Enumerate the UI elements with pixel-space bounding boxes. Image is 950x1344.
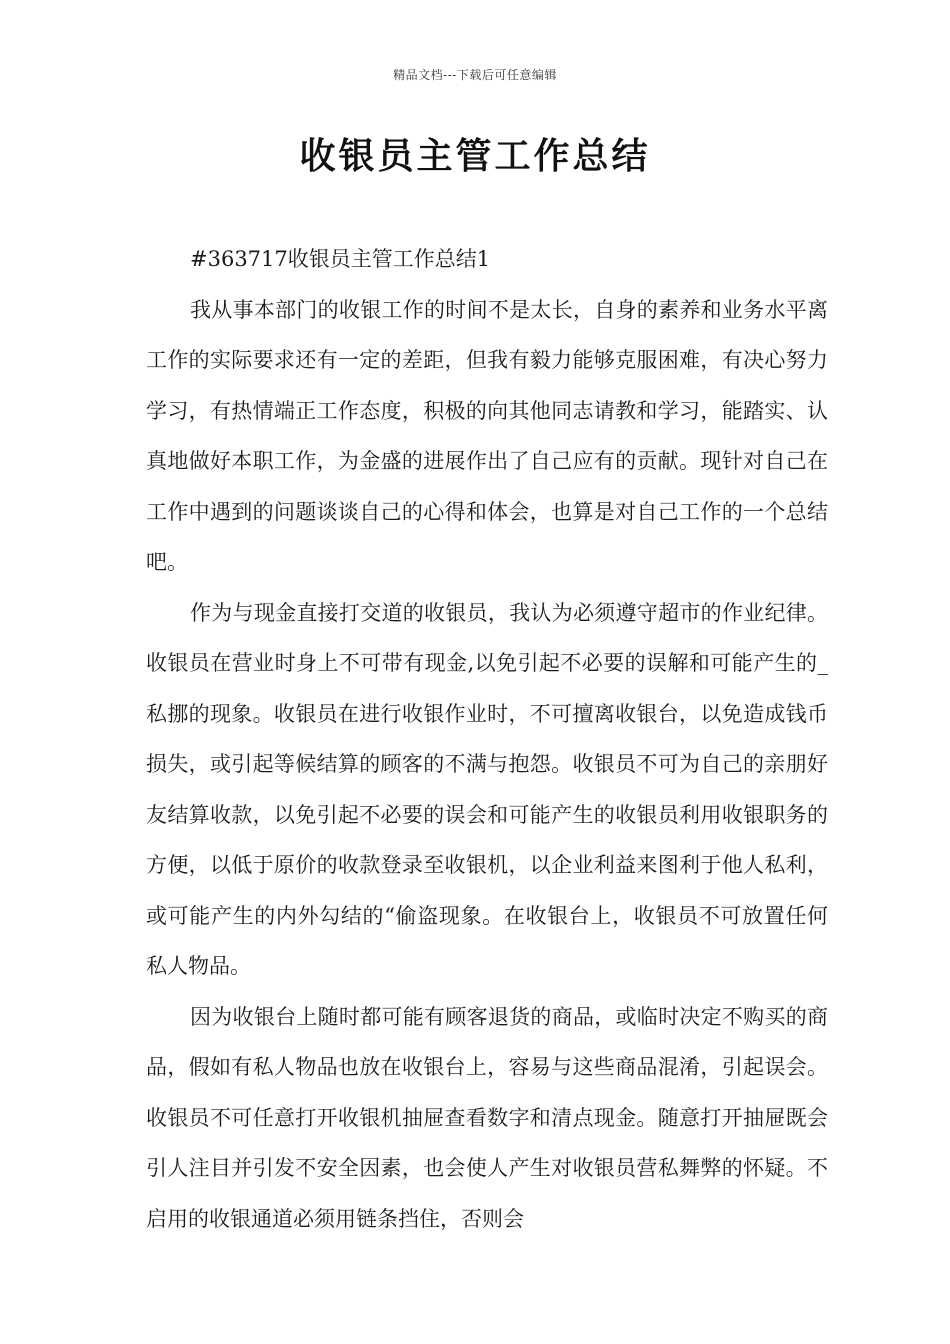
paragraph-1: 我从事本部门的收银工作的时间不是太长，自身的素养和业务水平离工作的实际要求还有一定的差距，但我有毅力能够克服困难，有决心努力学习，有热情端正工作态度，积极的向其他同志请教和学习，能踏实、认真地做好本职工作，为金盛的进展作出了自己应有的贡献。现针对自己在工作中遇到的问题谈谈自己的心得和体会，也算是对自己工作的一个总结吧。 xyxy=(146,297,828,574)
header-note: 精品文档---下载后可任意编辑 xyxy=(393,68,557,82)
document-title: 收银员主管工作总结 xyxy=(299,136,651,177)
paragraph-2: 作为与现金直接打交道的收银员，我认为必须遵守超市的作业纪律。收银员在营业时身上不可带有现金,以免引起不必要的误解和可能产生的_私挪的现象。收银员在进行收银作业时，不可擅离收银台，以免造成钱币损失，或引起等候结算的顾客的不满与抱怨。收银员不可为自己的亲朋好友结算收款，以免引起不必要的误会和可能产生的收银员利用收银职务的方便，以低于原价的收款登录至收银机，以企业利益来图利于他人私利，或可能产生的内外勾结的“偷盗现象。在收银台上，收银员不可放置任何私人物品。 xyxy=(146,600,828,978)
section-heading: #363717收银员主管工作总结1 xyxy=(190,247,491,271)
document-body xyxy=(146,234,828,1244)
paragraph-3: 因为收银台上随时都可能有顾客退货的商品，或临时决定不购买的商品，假如有私人物品也放在收银台上，容易与这些商品混淆，引起误会。收银员不可任意打开收银机抽屉查看数字和清点现金。随意打开抽屉既会引人注目并引发不安全因素，也会使人产生对收银员营私舞弊的怀疑。不启用的收银通道必须用链条挡住，否则会 xyxy=(146,1004,828,1231)
